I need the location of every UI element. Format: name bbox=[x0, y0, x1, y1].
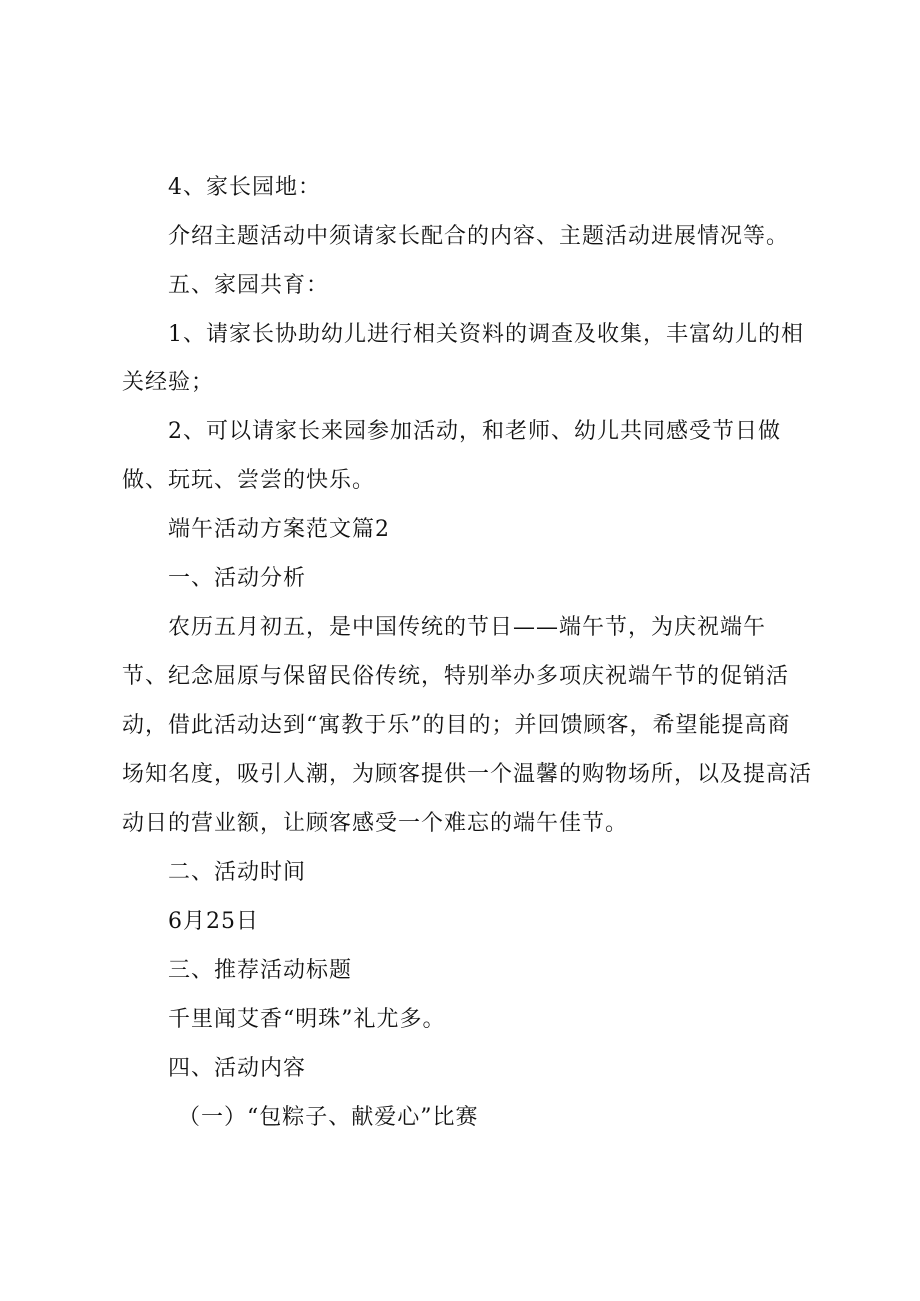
section-heading-activity-content: 四、活动内容 bbox=[168, 1056, 307, 1081]
paragraph-line: 节、纪念屈原与保留民俗传统，特别举办多项庆祝端午节的促销活 bbox=[122, 664, 790, 689]
section-heading-recommended-title: 三、推荐活动标题 bbox=[168, 958, 353, 983]
section-heading-activity-time: 二、活动时间 bbox=[168, 860, 307, 885]
paragraph-line: 关经验； bbox=[122, 370, 215, 395]
section-item-parent-garden: 4、家长园地： bbox=[168, 175, 321, 200]
section-heading-activity-analysis: 一、活动分析 bbox=[168, 566, 307, 591]
paragraph-line: 2、可以请家长来园参加活动，和老师、幼儿共同感受节日做 bbox=[168, 419, 781, 444]
paragraph-line: 农历五月初五，是中国传统的节日——端午节，为庆祝端午 bbox=[168, 615, 767, 640]
paragraph-line: 场知名度，吸引人潮，为顾客提供一个温馨的购物场所，以及提高活 bbox=[122, 762, 813, 787]
paragraph-line: 做、玩玩、尝尝的快乐。 bbox=[122, 468, 376, 493]
section-heading-home-cooperation: 五、家园共育： bbox=[168, 273, 330, 298]
article-title: 端午活动方案范文篇2 bbox=[168, 517, 390, 542]
paragraph-line: 1、请家长协助幼儿进行相关资料的调查及收集，丰富幼儿的相 bbox=[168, 322, 804, 347]
subsection-heading-zongzi-contest: （一）“包粽子、献爱心”比赛 bbox=[178, 1105, 479, 1130]
paragraph-line: 介绍主题活动中须请家长配合的内容、主题活动进展情况等。 bbox=[168, 224, 790, 249]
recommended-title-text: 千里闻艾香“明珠”礼尤多。 bbox=[168, 1007, 446, 1032]
paragraph-line: 动日的营业额，让顾客感受一个难忘的端午佳节。 bbox=[122, 811, 629, 836]
activity-date: 6月25日 bbox=[168, 909, 259, 934]
paragraph-line: 动，借此活动达到“寓教于乐”的目的；并回馈顾客，希望能提高商 bbox=[122, 713, 791, 738]
